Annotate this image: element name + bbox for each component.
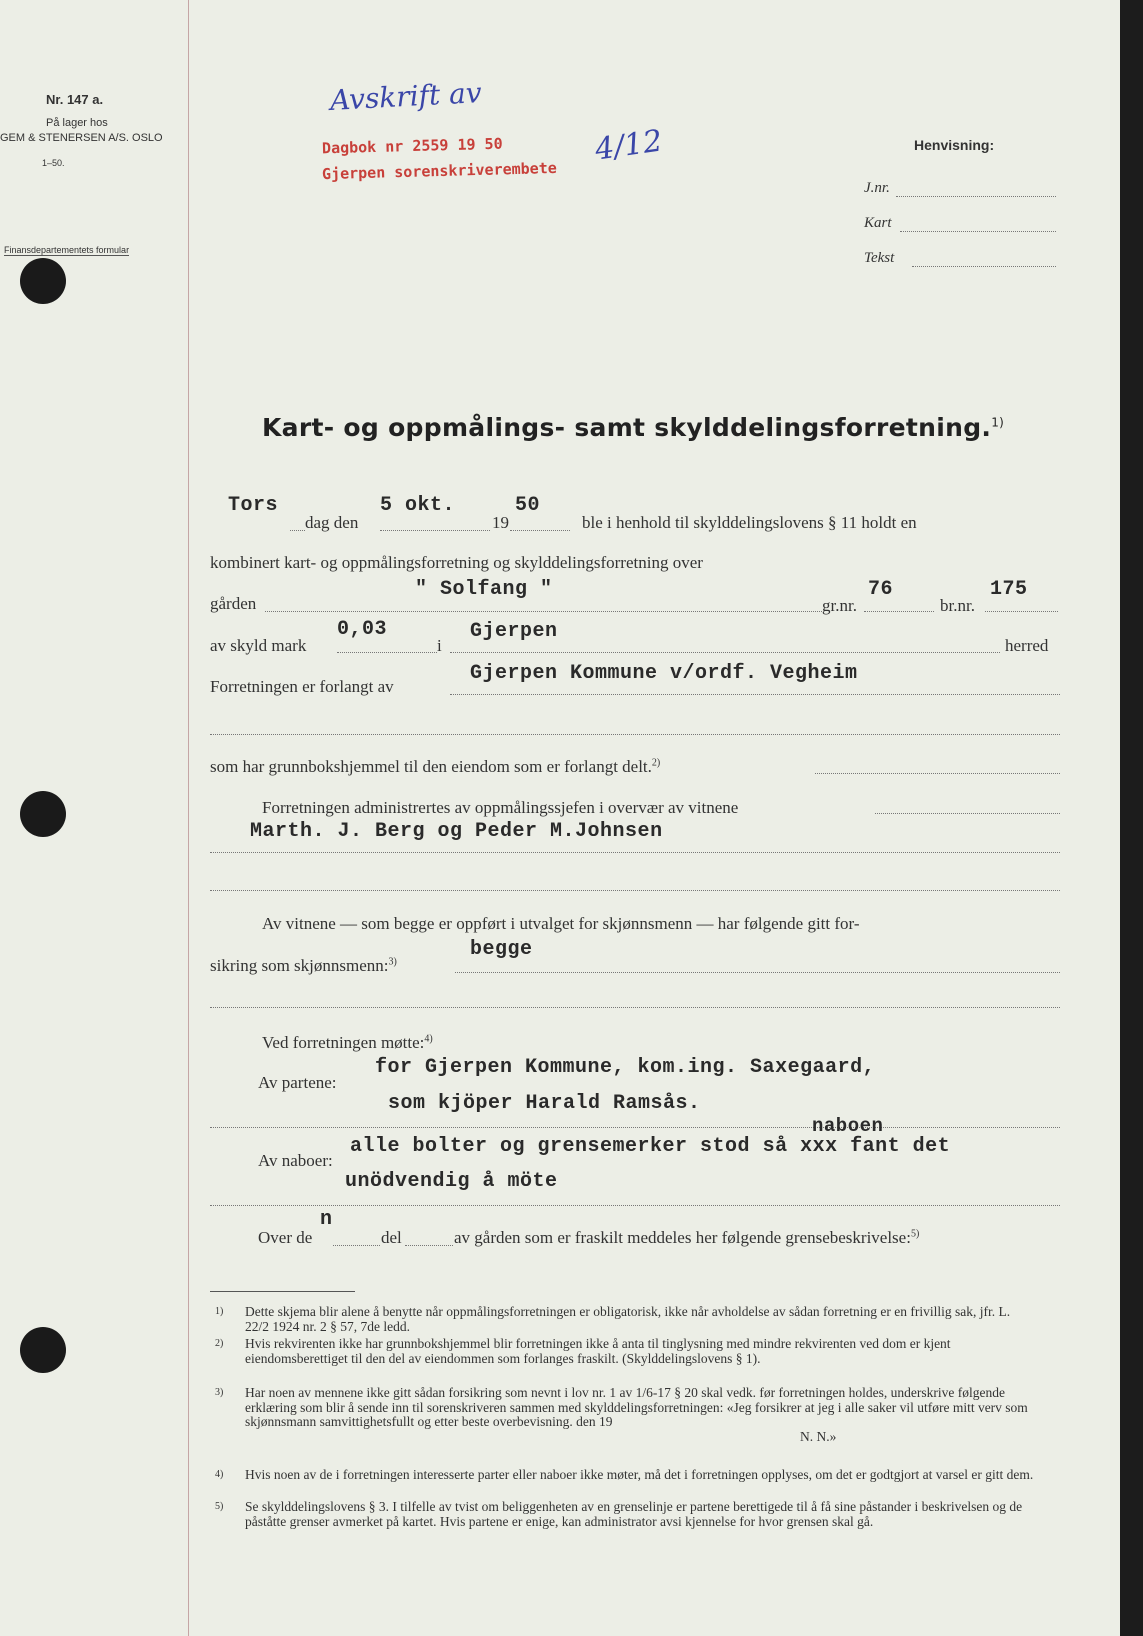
footnote-4-text: Hvis noen av de i forretningen interesserte parter eller naboer ikke møter, må det i forretningen opplyses, om det er godtgjort at varsel er gitt dem. — [245, 1467, 1034, 1482]
form-edition: 1–50. — [42, 158, 65, 168]
municipality-value: Gjerpen — [470, 620, 558, 643]
over-text-body: av gården som er fraskilt meddeles her følgende grensebeskrivelse: — [454, 1228, 911, 1247]
reference-kart-label: Kart — [864, 215, 892, 231]
del-label: del — [381, 1228, 402, 1247]
footnote-3 — [215, 1385, 1035, 1444]
reference-tekst-line — [912, 266, 1056, 267]
witness-para-line1: Av vitnene — som begge er oppført i utvalget for skjønnsmenn — har følgende gitt for- — [262, 914, 860, 933]
footnote-1 — [215, 1304, 1035, 1334]
witness-para-text: sikring som skjønnsmenn: — [210, 956, 389, 975]
neighbours-line — [210, 1205, 1060, 1206]
neighbours-line1: alle bolter og grensemerker stod så xxx fant det — [350, 1135, 951, 1158]
attendance-text — [262, 1033, 433, 1053]
gr-nr-value: 76 — [868, 578, 894, 601]
tax-line — [337, 652, 437, 653]
footnote-4 — [215, 1467, 1035, 1483]
farm-name: " Solfang " — [415, 578, 553, 601]
year-value: 50 — [515, 494, 541, 517]
over-line-1 — [333, 1245, 380, 1246]
date-line-text: ble i henhold til skylddelingslovens § 11 holdt en — [582, 513, 917, 532]
tax-value: 0,03 — [337, 618, 388, 641]
footnote-2 — [215, 1336, 1035, 1366]
footnote-separator — [210, 1291, 355, 1292]
date-value: 5 okt. — [380, 494, 456, 517]
blank-line-3 — [210, 1007, 1060, 1008]
footnote-5 — [215, 1499, 1035, 1529]
over-label: Over de — [258, 1228, 313, 1247]
over-insert-n: n — [320, 1208, 333, 1231]
footnote-2-text: Hvis rekvirenten ikke har grunnbokshjemmel blir forretningen ikke å anta til tinglysning med mindre rekvirenten ved dom er kjent eiendomsberettiget til den del av eiendommen som forlanges fraskilt. (Skylddelingslovens § 1). — [245, 1336, 951, 1366]
herred-label: herred — [1005, 636, 1049, 655]
footnote-4-num: 4) — [215, 1469, 224, 1480]
reference-kart-line — [900, 231, 1056, 232]
dag-label: dag den — [305, 513, 359, 532]
page-title-text: Kart- og oppmålings- samt skylddelingsforretning. — [262, 413, 992, 442]
tax-i-label: i — [437, 636, 442, 655]
blank-line — [210, 734, 1060, 735]
form-stock-line2: GEM & STENERSEN A/S. OSLO — [0, 132, 163, 144]
farm-line — [265, 611, 822, 612]
attendance-note: 4) — [424, 1033, 433, 1045]
over-line-2 — [405, 1245, 453, 1246]
year-prefix: 19 — [492, 513, 509, 532]
gr-line — [864, 611, 934, 612]
administered-line — [875, 813, 1060, 814]
reference-jnr-label: J.nr. — [864, 180, 890, 196]
title-holder-text — [210, 757, 660, 777]
gr-label: gr.nr. — [822, 596, 857, 615]
footnote-3-text: Har noen av mennene ikke gitt sådan forsikring som nevnt i lov nr. 1 av 1/6-17 § 20 skal vedk. før forretningen holdes, underskrive følgende erklæring som blir å sende inn til sorenskriveren sammen med skylddelingsforretningen: «Jeg forsikrer at jeg i alle saker vil utføre mitt verv som skjønnsmann samvittighetsfullt og etter beste overbevisning. den 19 — [245, 1385, 1028, 1429]
administered-text: Forretningen administrertes av oppmålingssjefen i overvær av vitnene — [262, 798, 739, 817]
requested-label: Forretningen er forlangt av — [210, 677, 394, 696]
footnote-3-num: 3) — [215, 1387, 224, 1398]
reference-jnr-line — [896, 196, 1056, 197]
title-footnote-ref: 1) — [991, 415, 1005, 430]
weekday-line — [290, 530, 305, 531]
date-line — [380, 530, 490, 531]
margin-rule — [188, 0, 189, 1636]
over-text — [454, 1228, 919, 1248]
footnote-5-text: Se skylddelingslovens § 3. I tilfelle av tvist om beliggenheten av en grenselinje er partene berettigede til å få sine påstander i beskrivelsen og de påståtte grenser avmerket på kartet. Hvis partene er enige, kan administrator avsi kjennelse for hvor grensen skal gå. — [245, 1499, 1023, 1529]
parties-line1: for Gjerpen Kommune, kom.ing. Saxegaard, — [375, 1056, 876, 1079]
weekday-value: Tors — [228, 494, 279, 517]
punch-hole — [20, 258, 66, 304]
parties-line — [210, 1127, 1060, 1128]
scan-edge — [1120, 0, 1143, 1636]
form-ministry: Finansdepartementets formular — [4, 245, 130, 255]
title-holder-body: som har grunnbokshjemmel til den eiendom som er forlangt delt. — [210, 757, 652, 776]
year-line — [510, 530, 570, 531]
br-label: br.nr. — [940, 596, 975, 615]
page-title — [262, 413, 1004, 442]
tax-label: av skyld mark — [210, 636, 307, 655]
footnote-1-text: Dette skjema blir alene å benytte når oppmålingsforretningen er obligatorisk, ikke når avholdelse av sådan forretning er en frivillig sak, jfr. L. 22/2 1924 nr. 2 § 57, 7de ledd. — [245, 1304, 1011, 1334]
neighbours-label: Av naboer: — [258, 1151, 333, 1170]
br-line — [985, 611, 1058, 612]
stamp-line1: Dagbok nr 2559 19 50 — [321, 134, 503, 158]
neighbours-insert: naboen — [812, 1115, 884, 1137]
punch-hole — [20, 1327, 66, 1373]
footnote-3-sign: N. N.» — [800, 1428, 837, 1444]
punch-hole — [20, 791, 66, 837]
attendance-label: Ved forretningen møtte: — [262, 1033, 425, 1052]
stamp-line2: Gjerpen sorenskriverembete — [321, 158, 558, 184]
requested-line — [450, 694, 1060, 695]
form-number: Nr. 147 a. — [46, 92, 104, 107]
witness-para-line2 — [210, 956, 397, 976]
requested-value: Gjerpen Kommune v/ordf. Vegheim — [470, 662, 858, 685]
parties-line2: som kjöper Harald Ramsås. — [388, 1092, 701, 1115]
combined-text: kombinert kart- og oppmålingsforretning og skylddelingsforretning over — [210, 553, 703, 572]
footnote-5-num: 5) — [215, 1501, 224, 1512]
assurance-value: begge — [470, 938, 533, 961]
witnesses-value: Marth. J. Berg og Peder M.Johnsen — [250, 820, 663, 843]
handwritten-annotation: Avskrift av — [329, 76, 483, 117]
parties-label: Av partene: — [258, 1073, 337, 1092]
neighbours-line2: unödvendig å möte — [345, 1170, 558, 1193]
br-nr-value: 175 — [990, 578, 1028, 601]
blank-line-2 — [210, 890, 1060, 891]
reference-tekst-label: Tekst — [864, 250, 895, 266]
footnote-2-num: 2) — [215, 1338, 224, 1349]
footnote-1-num: 1) — [215, 1306, 224, 1317]
title-holder-line — [815, 773, 1060, 774]
assurance-line — [455, 972, 1060, 973]
farm-label: gården — [210, 594, 257, 613]
municipality-line — [450, 652, 1000, 653]
reference-title: Henvisning: — [914, 137, 995, 153]
stamp-date-handwritten: 4/12 — [592, 123, 665, 168]
form-stock-line1: På lager hos — [46, 117, 108, 129]
title-holder-note: 2) — [651, 757, 661, 769]
witnesses-line — [210, 852, 1060, 853]
over-text-note: 5) — [910, 1228, 920, 1240]
witness-para-note: 3) — [388, 956, 397, 968]
